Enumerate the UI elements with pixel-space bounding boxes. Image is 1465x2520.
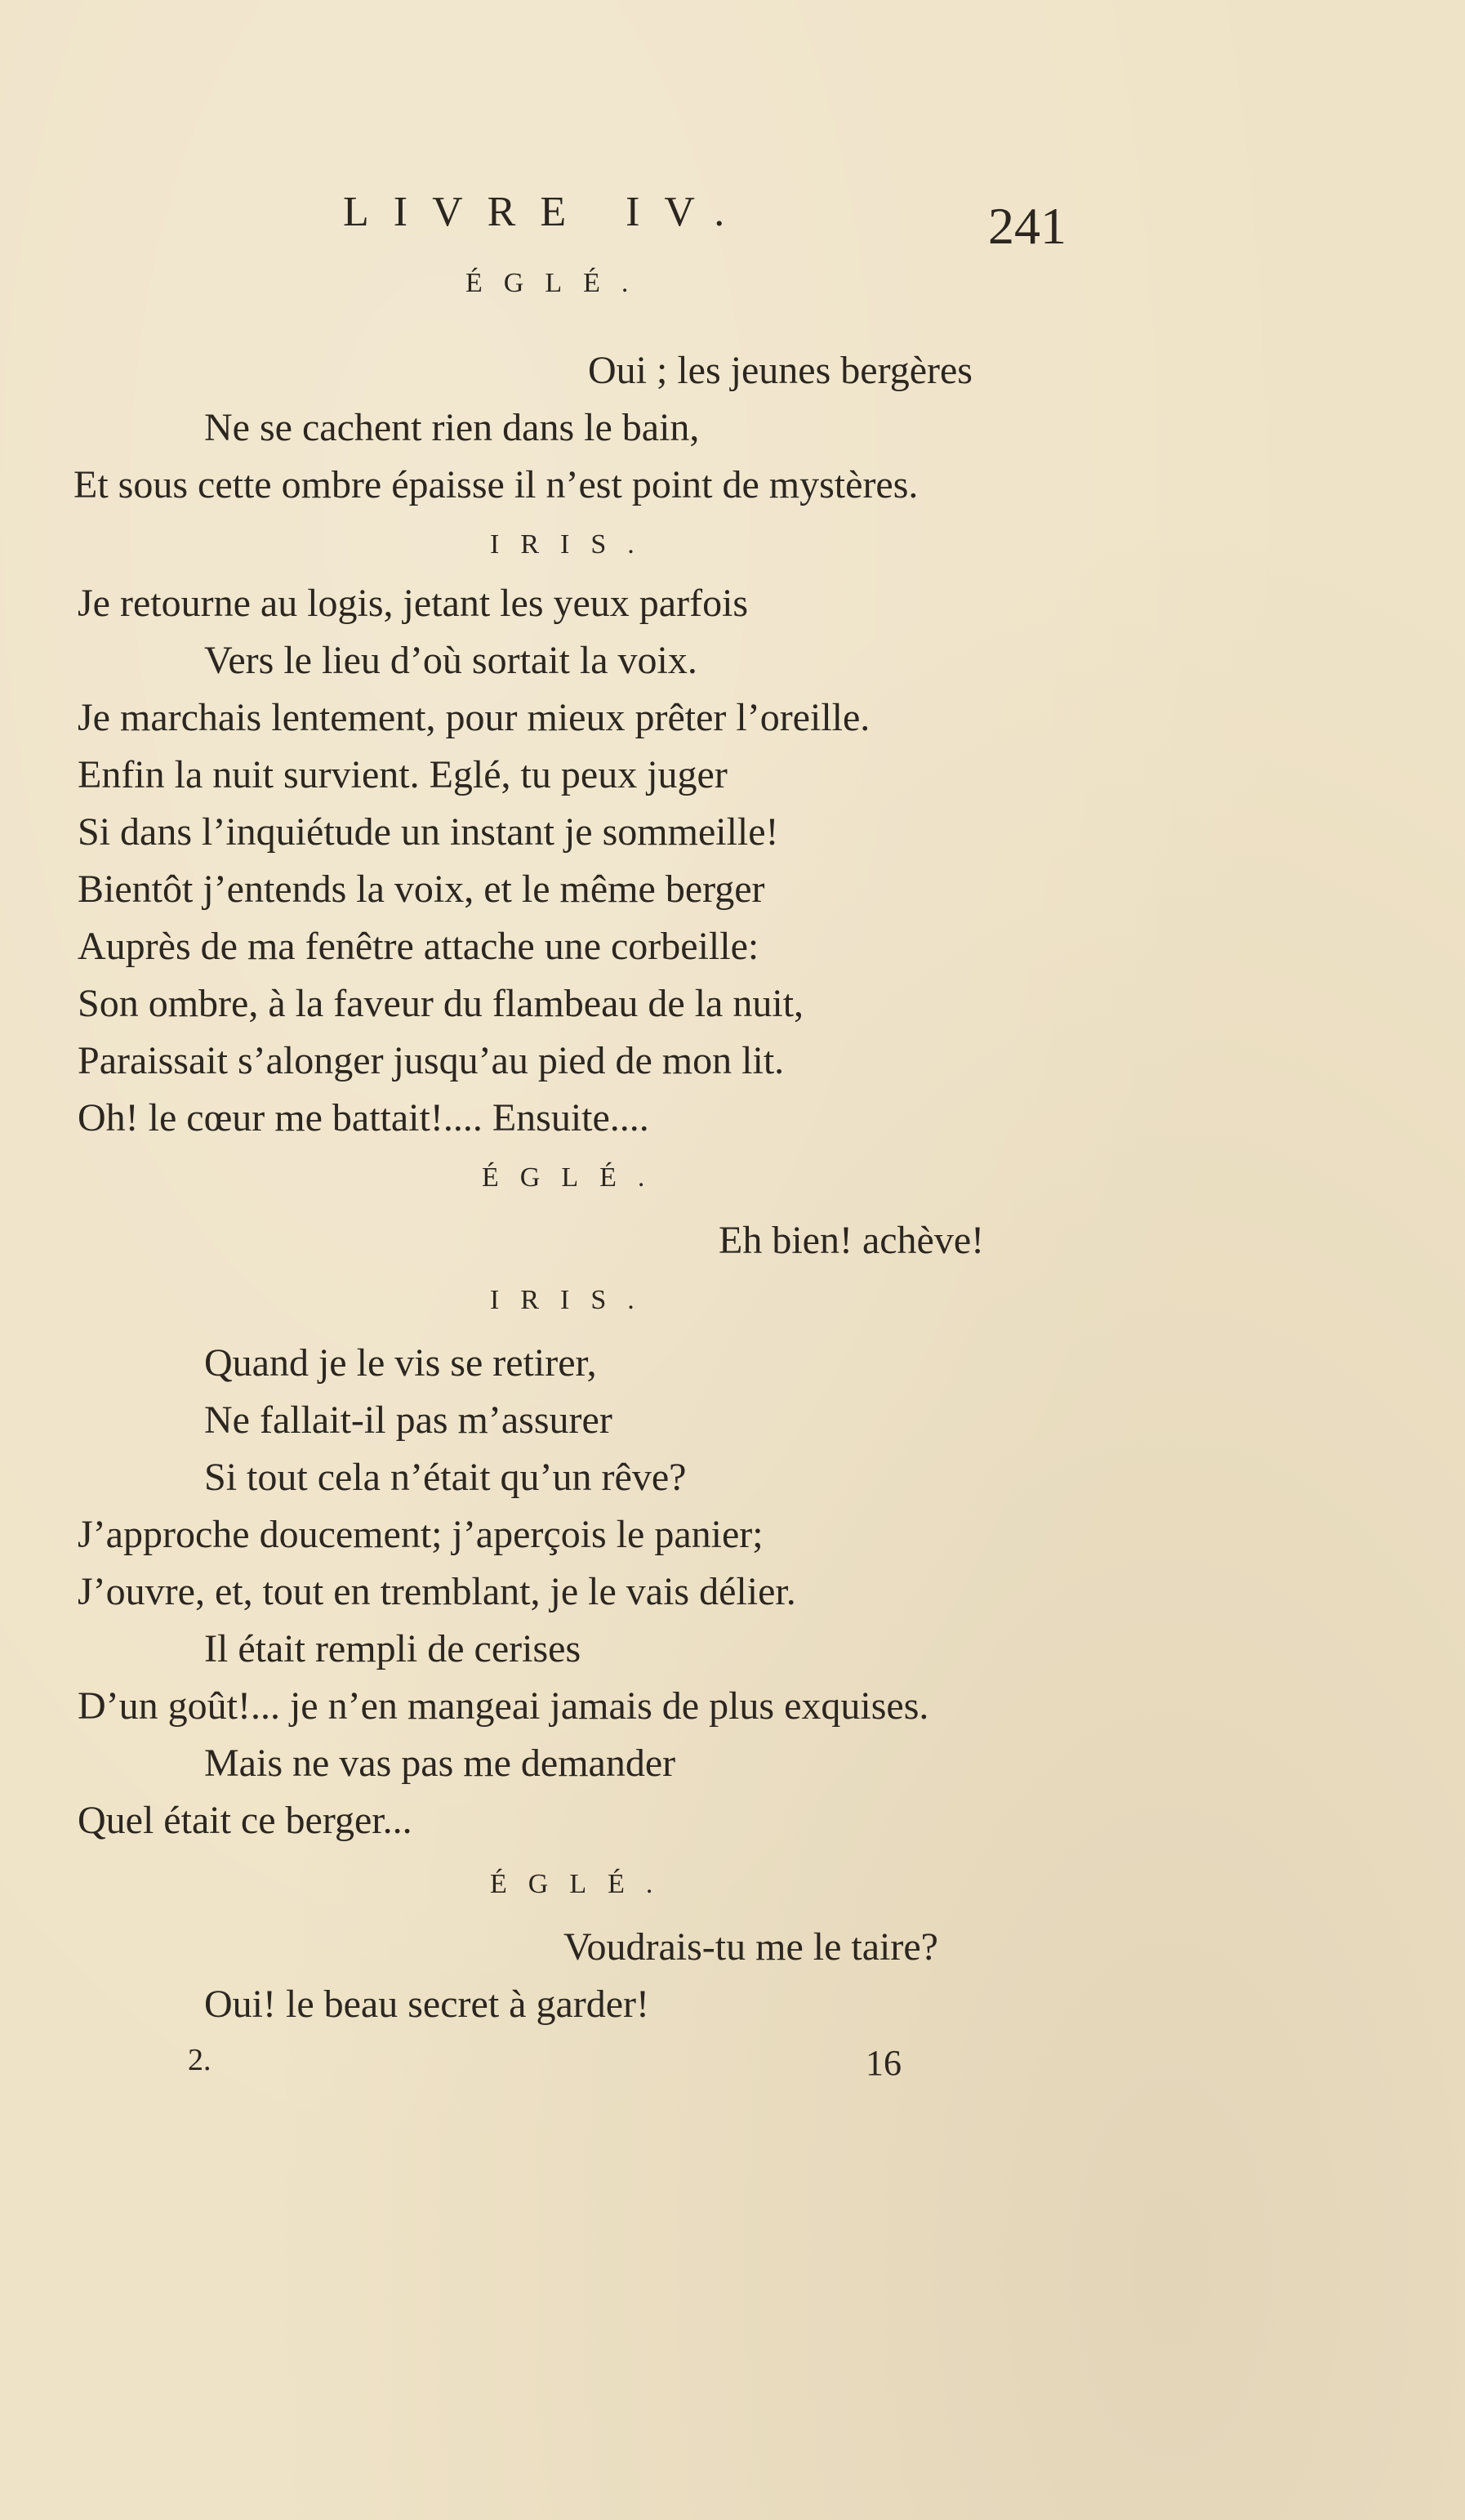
verse-line: Oui! le beau secret à garder! bbox=[204, 1983, 650, 2026]
verse-line: Quel était ce berger... bbox=[78, 1799, 412, 1842]
speaker-egle: ÉGLÉ. bbox=[482, 1162, 666, 1193]
verse-line: J’approche doucement; j’aperçois le panier; bbox=[78, 1513, 764, 1556]
verse-line: Enfin la nuit survient. Eglé, tu peux juger bbox=[78, 753, 728, 796]
verse-line: Ne fallait-il pas m’assurer bbox=[204, 1398, 612, 1442]
verse-line: Mais ne vas pas me demander bbox=[204, 1742, 676, 1785]
verse-line: Bientôt j’entends la voix, et le même berger bbox=[78, 868, 765, 911]
speaker-iris: IRIS. bbox=[490, 529, 656, 560]
verse-line: J’ouvre, et, tout en tremblant, je le vais délier. bbox=[78, 1570, 796, 1613]
verse-line: Si dans l’inquiétude un instant je sommeille! bbox=[78, 810, 779, 854]
verse-line: Son ombre, à la faveur du flambeau de la nuit, bbox=[78, 982, 804, 1025]
verse-line: Paraissait s’alonger jusqu’au pied de mon lit. bbox=[78, 1039, 785, 1082]
verse-line: Voudrais-tu me le taire? bbox=[563, 1925, 938, 1969]
verse-line: Auprès de ma fenêtre attache une corbeille: bbox=[78, 925, 759, 968]
verse-line: Oui ; les jeunes bergères bbox=[588, 349, 973, 392]
verse-line: Eh bien! achève! bbox=[719, 1219, 985, 1262]
verse-line: Oh! le cœur me battait!.... Ensuite.... bbox=[78, 1096, 649, 1140]
verse-line: Quand je le vis se retirer, bbox=[204, 1341, 597, 1385]
verse-line: Vers le lieu d’où sortait la voix. bbox=[204, 639, 697, 682]
verse-line: Je marchais lentement, pour mieux prêter l’oreille. bbox=[78, 696, 871, 739]
verse-line: Et sous cette ombre épaisse il n’est point de mystères. bbox=[73, 463, 919, 506]
speaker-egle: ÉGLÉ. bbox=[465, 268, 650, 298]
gathering-number: 16 bbox=[866, 2043, 902, 2083]
speaker-iris: IRIS. bbox=[490, 1285, 656, 1315]
running-head: LIVRE IV. bbox=[343, 189, 750, 235]
verse-line: Ne se cachent rien dans le bain, bbox=[204, 406, 700, 449]
verse-line: D’un goût!... je n’en mangeai jamais de plus exquises. bbox=[78, 1684, 929, 1728]
verse-line: Il était rempli de cerises bbox=[204, 1627, 581, 1670]
signature-mark: 2. bbox=[188, 2043, 212, 2077]
speaker-egle: ÉGLÉ. bbox=[490, 1869, 675, 1899]
verse-line: Je retourne au logis, jetant les yeux parfois bbox=[78, 582, 749, 625]
verse-line: Si tout cela n’était qu’un rêve? bbox=[204, 1456, 687, 1499]
page-number: 241 bbox=[988, 197, 1066, 255]
